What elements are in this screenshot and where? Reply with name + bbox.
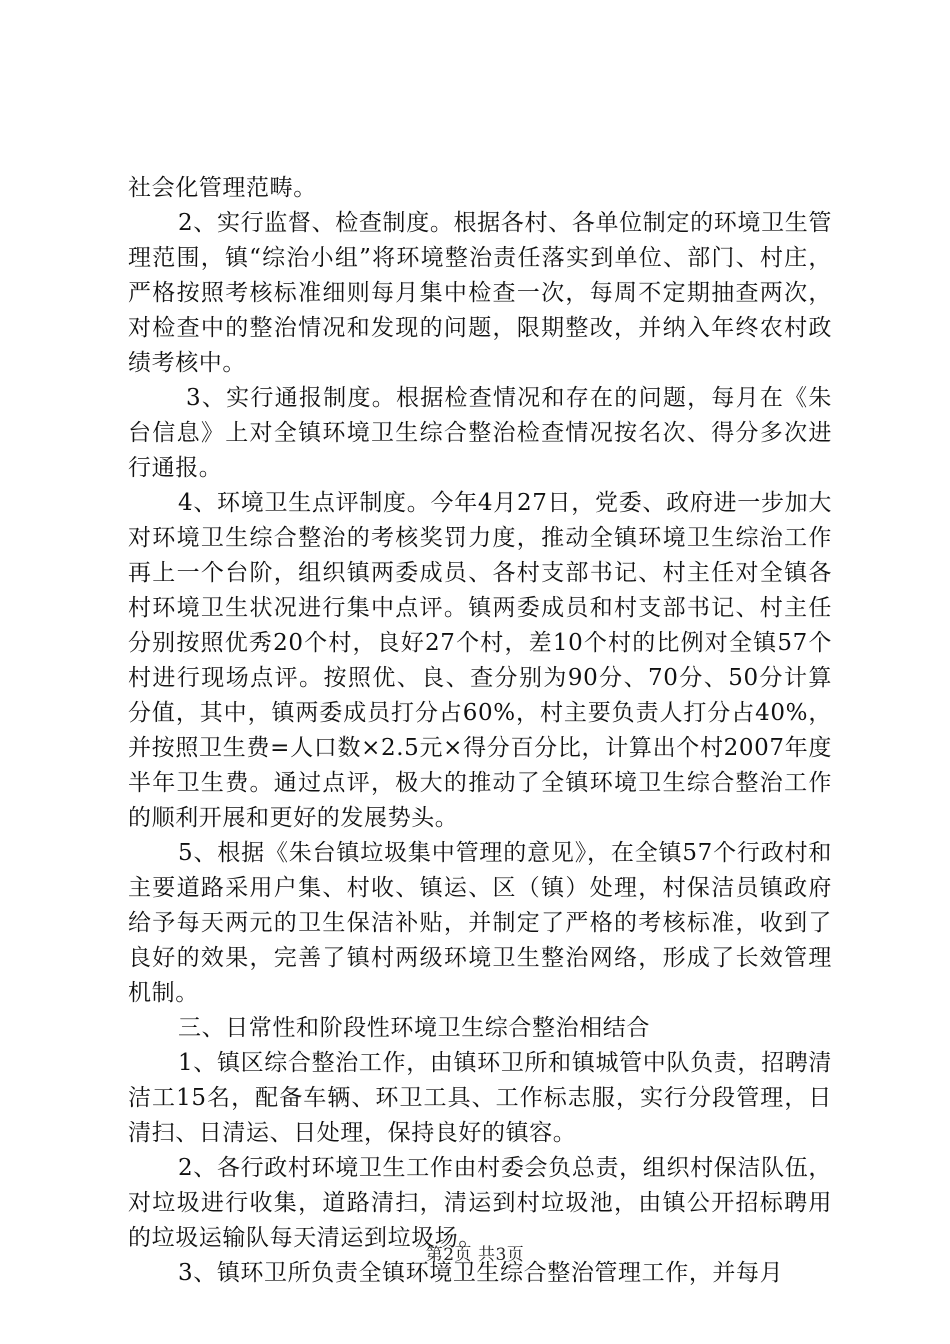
paragraph-village-cleanup: 2、各行政村环境卫生工作由村委会负总责，组织村保洁队伍，对垃圾进行收集，道路清扫，清运到村垃圾池，由镇公开招标聘用的垃圾运输队每天清运到垃圾场。	[128, 1155, 832, 1251]
paragraph-town-area-cleanup: 1、镇区综合整治工作，由镇环卫所和镇城管中队负责，招聘清洁工15名，配备车辆、环卫工具、工作标志服，实行分段管理，日清扫、日清运、日处理，保持良好的镇容。	[128, 1050, 832, 1146]
paragraph-garbage-management: 5、根据《朱台镇垃圾集中管理的意见》，在全镇57个行政村和主要道路采用户集、村收、镇运、区（镇）处理，村保洁员镇政府给予每天两元的卫生保洁补贴，并制定了严格的考核标准，收到了良好的效果，完善了镇村两级环境卫生整治网络，形成了长效管理机制。	[128, 840, 832, 1006]
paragraph-notification-system: 3、实行通报制度。根据检查情况和存在的问题，每月在《朱台信息》上对全镇环境卫生综合整治检查情况按名次、得分多次进行通报。	[128, 385, 832, 481]
paragraph-sanitation-office: 3、镇环卫所负责全镇环境卫生综合整治管理工作，并每月	[178, 1260, 784, 1286]
section-heading-three: 三、日常性和阶段性环境卫生综合整治相结合	[178, 1015, 650, 1041]
paragraph-supervision-system: 2、实行监督、检查制度。根据各村、各单位制定的环境卫生管理范围，镇“综治小组”将环境整治责任落实到单位、部门、村庄，严格按照考核标准细则每月集中检查一次，每周不定期抽查两次，对检查中的整治情况和发现的问题，限期整改，并纳入年终农村政绩考核中。	[128, 210, 832, 376]
paragraph-review-system: 4、环境卫生点评制度。今年4月27日，党委、政府进一步加大对环境卫生综合整治的考核奖罚力度，推动全镇环境卫生综治工作再上一个台阶，组织镇两委成员、各村支部书记、村主任对全镇各村环境卫生状况进行集中点评。镇两委成员和村支部书记、村主任分别按照优秀20个村，良好27个村，差10个村的比例对全镇57个村进行现场点评。按照优、良、查分别为90分、70分、50分计算分值，其中，镇两委成员打分占60%，村主要负责人打分占40%，并按照卫生费=人口数×2.5元×得分百分比，计算出个村2007年度半年卫生费。通过点评，极大的推动了全镇环境卫生综合整治工作的顺利开展和更好的发展势头。	[128, 490, 832, 831]
paragraph-continuation: 社会化管理范畴。	[128, 175, 317, 201]
page-footer: 第2页 共3页	[425, 1245, 525, 1265]
document-body	[128, 171, 832, 1291]
